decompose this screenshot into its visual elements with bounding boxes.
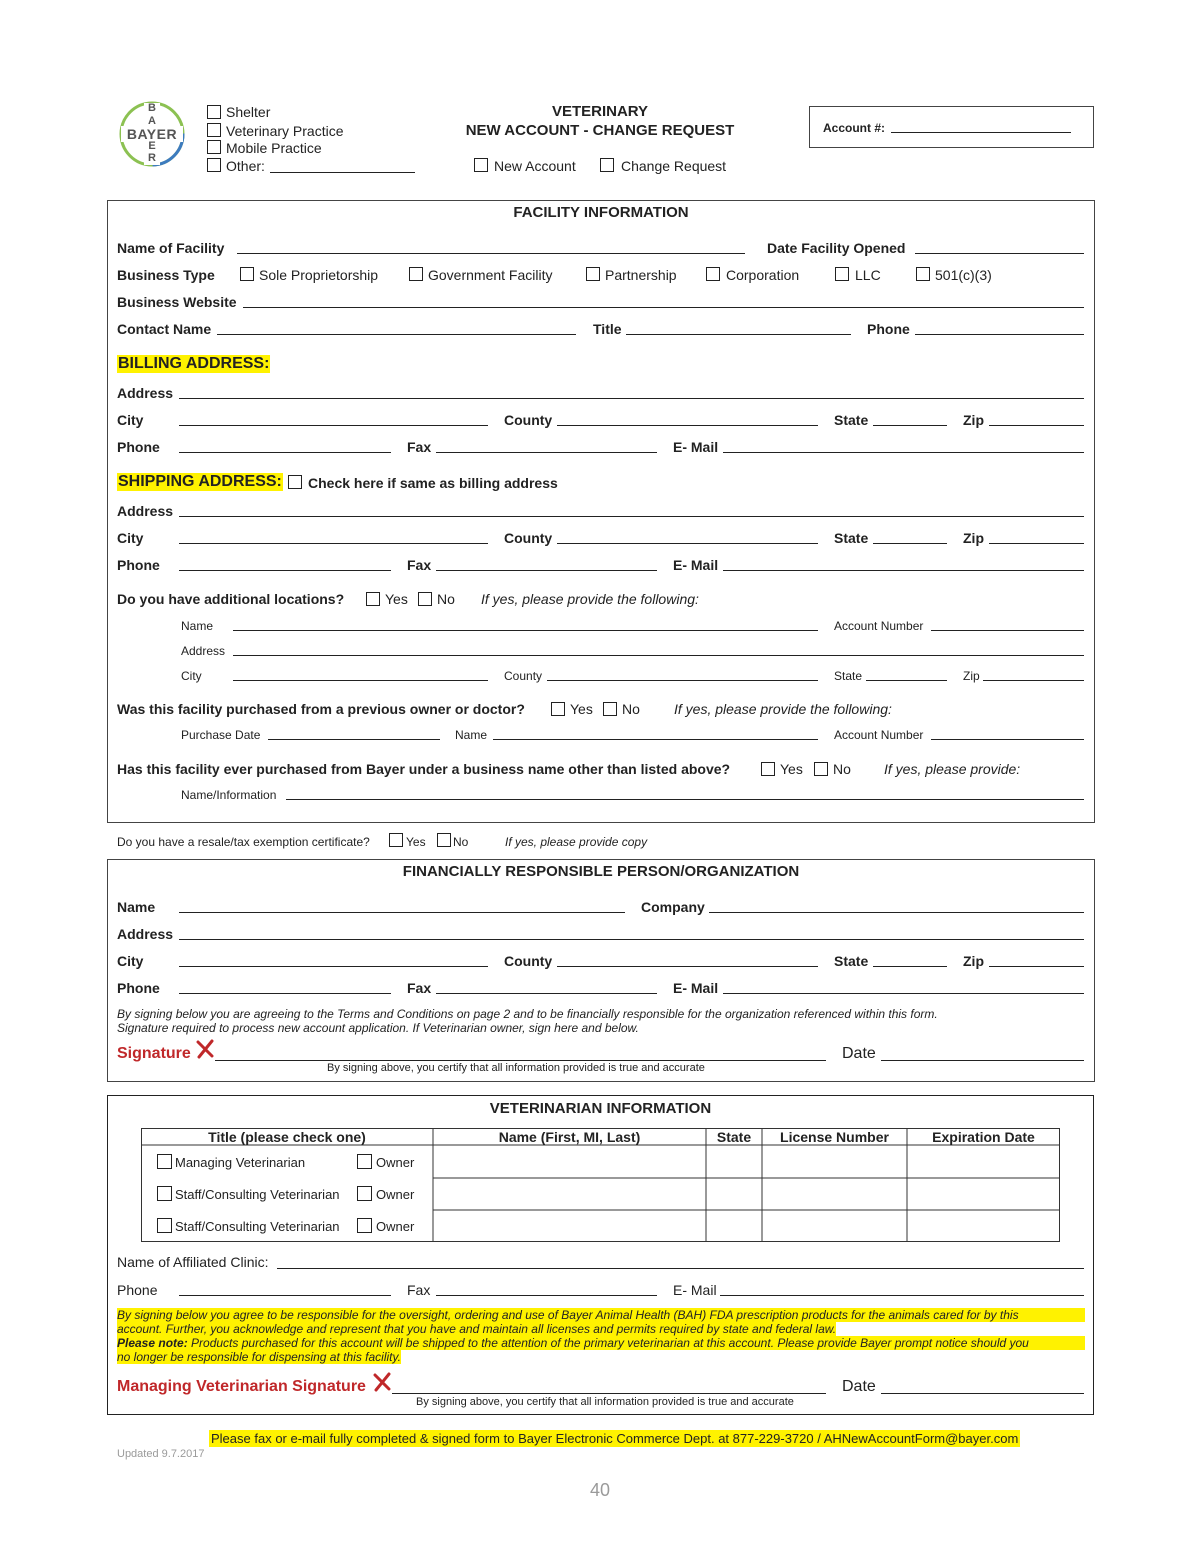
purchase-account-label: Account Number — [834, 728, 924, 742]
vet-phone-label: Phone — [117, 1282, 158, 1298]
facility-name-input[interactable] — [237, 253, 745, 254]
fin-signature-input[interactable] — [215, 1060, 826, 1061]
fin-name-label: Name — [117, 899, 156, 915]
managing-vet-checkbox[interactable] — [157, 1154, 172, 1169]
sole-proprietorship-label: Sole Proprietorship — [259, 267, 379, 283]
shipping-email-input[interactable] — [723, 570, 1084, 571]
fax-instructions: Please fax or e-mail fully completed & signed form to Bayer Electronic Commerce Dept. at 877-229-3720 / AHNewAccountForm@bayer.com — [211, 1431, 1019, 1446]
bayer-history-hint: If yes, please provide: — [884, 761, 1021, 777]
billing-address-input[interactable] — [179, 398, 1084, 399]
fin-signature-x-icon — [195, 1039, 215, 1059]
vet-notice-line4: no longer be responsible for dispensing at this facility. — [117, 1350, 401, 1364]
purchased-no-checkbox[interactable] — [603, 702, 617, 716]
billing-fax-label: Fax — [407, 439, 432, 455]
vet-phone-input[interactable] — [179, 1295, 391, 1296]
shipping-zip-label: Zip — [963, 530, 984, 546]
501c3-checkbox[interactable] — [916, 267, 930, 281]
fin-address-label: Address — [117, 926, 174, 942]
fin-zip-input[interactable] — [989, 966, 1084, 967]
fin-address-input[interactable] — [179, 939, 1084, 940]
vet-notice-line1: By signing below you agree to be responsible for the oversight, ordering and use of Bayer Animal Health (BAH) FDA prescription products for the animals cared for by this — [117, 1308, 1085, 1322]
business-type-label: Business Type — [117, 267, 215, 283]
change-request-checkbox[interactable] — [600, 158, 614, 172]
same-as-billing-label: Check here if same as billing address — [308, 475, 558, 491]
fin-company-input[interactable] — [709, 912, 1084, 913]
loc-state-input[interactable] — [866, 680, 947, 681]
new-account-checkbox[interactable] — [474, 158, 488, 172]
shipping-city-label: City — [117, 530, 144, 546]
corporation-label: Corporation — [726, 267, 800, 283]
financial-section-title: FINANCIALLY RESPONSIBLE PERSON/ORGANIZATION — [402, 863, 800, 880]
additional-locations-no-checkbox[interactable] — [418, 592, 432, 606]
loc-address-label: Address — [181, 644, 226, 658]
managing-vet-signature-label: Managing Veterinarian Signature — [117, 1378, 366, 1395]
fin-county-label: County — [504, 953, 553, 969]
purchased-yes-checkbox[interactable] — [551, 702, 565, 716]
bayer-logo — [118, 100, 186, 168]
bayer-history-no-label: No — [833, 761, 851, 777]
col-expiration-header: Expiration Date — [932, 1129, 1035, 1145]
government-facility-label: Government Facility — [428, 267, 553, 283]
shipping-county-label: County — [504, 530, 553, 546]
website-input[interactable] — [243, 307, 1084, 308]
loc-county-label: County — [504, 669, 543, 683]
billing-fax-input[interactable] — [436, 452, 657, 453]
shipping-phone-input[interactable] — [179, 570, 391, 571]
vet-notice-line2-wrap — [117, 1322, 1085, 1336]
purchase-account-input[interactable] — [931, 739, 1084, 740]
vet-row2-owner-checkbox[interactable] — [357, 1186, 372, 1201]
fin-state-input[interactable] — [873, 966, 947, 967]
contact-phone-label: Phone — [867, 321, 910, 337]
managing-vet-signature-input[interactable] — [392, 1393, 826, 1394]
fin-county-input[interactable] — [557, 966, 818, 967]
loc-zip-label: Zip — [963, 669, 980, 683]
vet-notice-line3: Products purchased for this account will be shipped to the attention of the primary veterinarian at this account. Please provide Bayer prompt notice should you — [187, 1336, 1029, 1350]
purchased-yes-label: Yes — [570, 701, 593, 717]
billing-county-label: County — [504, 412, 553, 428]
billing-zip-input[interactable] — [989, 425, 1084, 426]
form-title-line1: VETERINARY — [551, 103, 649, 120]
billing-phone-label: Phone — [117, 439, 160, 455]
tax-no-checkbox[interactable] — [437, 833, 451, 847]
contact-title-label: Title — [593, 321, 622, 337]
fin-phone-label: Phone — [117, 980, 160, 996]
contact-title-input[interactable] — [626, 334, 851, 335]
loc-zip-input[interactable] — [983, 680, 1084, 681]
shipping-address-input[interactable] — [179, 516, 1084, 517]
date-opened-label: Date Facility Opened — [767, 240, 906, 256]
fin-date-label: Date — [842, 1045, 876, 1062]
fin-email-input[interactable] — [723, 993, 1084, 994]
facility-name-label: Name of Facility — [117, 240, 225, 256]
vet-row-owner: Owner — [376, 1155, 415, 1170]
partnership-label: Partnership — [605, 267, 677, 283]
other-label: Other: — [226, 158, 265, 174]
affiliated-clinic-label: Name of Affiliated Clinic: — [117, 1254, 269, 1270]
tax-yes-label: Yes — [406, 835, 426, 849]
vet-notice-line2: account. Further, you acknowledge and represent that you have and maintain all licenses and permits required by state and federal law. — [117, 1322, 837, 1336]
vet-row1-owner-checkbox[interactable] — [357, 1154, 372, 1169]
loc-county-input[interactable] — [547, 680, 818, 681]
form-title-line2: NEW ACCOUNT - CHANGE REQUEST — [465, 122, 735, 139]
fin-city-input[interactable] — [179, 966, 488, 967]
billing-state-input[interactable] — [873, 425, 947, 426]
billing-email-label: E- Mail — [673, 439, 719, 455]
vet-notice-line4-wrap — [117, 1350, 1085, 1364]
purchased-no-label: No — [622, 701, 640, 717]
purchased-question: Was this facility purchased from a previous owner or doctor? — [117, 701, 525, 717]
fin-city-label: City — [117, 953, 144, 969]
additional-locations-question: Do you have additional locations? — [117, 591, 345, 607]
loc-name-label: Name — [181, 619, 214, 633]
fin-zip-label: Zip — [963, 953, 984, 969]
loc-state-label: State — [834, 669, 863, 683]
contact-name-label: Contact Name — [117, 321, 212, 337]
tax-question: Do you have a resale/tax exemption certificate? — [117, 835, 370, 849]
loc-account-label: Account Number — [834, 619, 924, 633]
col-name-header: Name (First, MI, Last) — [498, 1129, 641, 1145]
please-note-label: Please note: — [117, 1336, 188, 1350]
vet-row-title: Staff/Consulting Veterinarian — [175, 1187, 340, 1202]
llc-checkbox[interactable] — [835, 267, 849, 281]
fin-company-label: Company — [641, 899, 705, 915]
fin-phone-input[interactable] — [179, 993, 391, 994]
billing-county-input[interactable] — [557, 425, 818, 426]
fin-name-input[interactable] — [179, 912, 625, 913]
shipping-phone-label: Phone — [117, 557, 160, 573]
government-facility-checkbox[interactable] — [409, 267, 423, 281]
bayer-history-yes-label: Yes — [780, 761, 803, 777]
shelter-label: Shelter — [226, 104, 271, 120]
account-number-label: Account #: — [823, 121, 886, 135]
col-license-header: License Number — [780, 1129, 889, 1145]
updated-date: Updated 9.7.2017 — [117, 1448, 205, 1460]
vet-email-label: E- Mail — [673, 1282, 717, 1298]
bayer-history-info-input[interactable] — [286, 799, 1084, 800]
loc-city-input[interactable] — [233, 680, 488, 681]
vet-certify-note: By signing above, you certify that all information provided is true and accurate — [416, 1396, 794, 1408]
bayer-history-question: Has this facility ever purchased from Bayer under a business name other than listed above? — [117, 761, 731, 777]
bayer-history-yes-checkbox[interactable] — [761, 762, 775, 776]
bayer-history-no-checkbox[interactable] — [814, 762, 828, 776]
fin-terms-line1: By signing below you are agreeing to the Terms and Conditions on page 2 and to be financially responsible for the organization referenced within this form. — [117, 1007, 938, 1021]
additional-locations-no-label: No — [437, 591, 455, 607]
fin-state-label: State — [834, 953, 869, 969]
billing-email-input[interactable] — [723, 452, 1084, 453]
col-state-header: State — [716, 1129, 752, 1145]
tax-hint: If yes, please provide copy — [505, 835, 648, 849]
vet-practice-label: Veterinary Practice — [226, 123, 344, 139]
website-label: Business Website — [117, 294, 237, 310]
loc-name-input[interactable] — [233, 630, 818, 631]
fin-signature-label: Signature — [117, 1045, 191, 1062]
billing-zip-label: Zip — [963, 412, 984, 428]
shipping-state-label: State — [834, 530, 869, 546]
loc-account-input[interactable] — [931, 630, 1084, 631]
fin-fax-label: Fax — [407, 980, 432, 996]
purchase-date-label: Purchase Date — [181, 728, 261, 742]
vet-practice-checkbox[interactable] — [207, 123, 221, 137]
shipping-county-input[interactable] — [557, 543, 818, 544]
contact-phone-input[interactable] — [915, 334, 1084, 335]
tax-no-label: No — [453, 835, 469, 849]
mobile-practice-checkbox[interactable] — [207, 140, 221, 154]
bayer-history-info-label: Name/Information — [181, 788, 277, 802]
vet-date-label: Date — [842, 1378, 876, 1395]
fin-fax-input[interactable] — [436, 993, 657, 994]
additional-locations-hint: If yes, please provide the following: — [481, 591, 699, 607]
change-request-label: Change Request — [621, 158, 727, 174]
fin-date-input[interactable] — [881, 1060, 1084, 1061]
other-checkbox[interactable] — [207, 158, 221, 172]
billing-state-label: State — [834, 412, 869, 428]
purchased-hint: If yes, please provide the following: — [674, 701, 892, 717]
veterinarian-section-title: VETERINARIAN INFORMATION — [489, 1100, 712, 1117]
vet-email-input[interactable] — [720, 1295, 1084, 1296]
same-as-billing-checkbox[interactable] — [288, 475, 302, 489]
shipping-state-input[interactable] — [873, 543, 947, 544]
page-number: 40 — [589, 1480, 611, 1500]
shelter-checkbox[interactable] — [207, 105, 221, 119]
staff-vet-1-checkbox[interactable] — [157, 1186, 172, 1201]
shipping-address-label: Address — [117, 503, 174, 519]
shipping-fax-label: Fax — [407, 557, 432, 573]
vet-notice-block — [117, 1308, 1085, 1364]
vet-row-title: Managing Veterinarian — [175, 1155, 306, 1170]
fin-email-label: E- Mail — [673, 980, 719, 996]
shipping-city-input[interactable] — [179, 543, 488, 544]
col-title-header: Title (please check one) — [208, 1129, 366, 1145]
purchase-date-input[interactable] — [268, 739, 440, 740]
purchase-name-input[interactable] — [493, 739, 818, 740]
new-account-label: New Account — [494, 158, 576, 174]
vet-row-owner: Owner — [376, 1187, 415, 1202]
501c3-label: 501(c)(3) — [935, 267, 992, 283]
corporation-checkbox[interactable] — [706, 267, 720, 281]
mobile-practice-label: Mobile Practice — [226, 140, 322, 156]
affiliated-clinic-input[interactable] — [277, 1268, 1084, 1269]
shipping-email-label: E- Mail — [673, 557, 719, 573]
shipping-zip-input[interactable] — [989, 543, 1084, 544]
tax-yes-checkbox[interactable] — [389, 833, 403, 847]
loc-address-input[interactable] — [233, 655, 1084, 656]
vet-notice-line3-wrap — [117, 1336, 1085, 1350]
logo-text-horizontal: BAYER — [126, 126, 178, 142]
billing-phone-input[interactable] — [179, 452, 391, 453]
other-input[interactable] — [270, 172, 415, 173]
vet-fax-input[interactable] — [436, 1295, 657, 1296]
vet-row-owner: Owner — [376, 1219, 415, 1234]
account-number-input[interactable] — [891, 132, 1071, 133]
vet-row-title: Staff/Consulting Veterinarian — [175, 1219, 340, 1234]
contact-name-input[interactable] — [217, 334, 576, 335]
additional-locations-yes-label: Yes — [385, 591, 408, 607]
logo-text-vertical: B A E R — [148, 102, 156, 164]
purchase-name-label: Name — [455, 728, 488, 742]
financial-section — [107, 859, 1095, 1082]
additional-locations-yes-checkbox[interactable] — [366, 592, 380, 606]
date-opened-input[interactable] — [915, 253, 1084, 254]
llc-label: LLC — [855, 267, 881, 283]
staff-vet-2-checkbox[interactable] — [157, 1218, 172, 1233]
vet-fax-label: Fax — [407, 1282, 431, 1298]
shipping-fax-input[interactable] — [436, 570, 657, 571]
shipping-heading: SHIPPING ADDRESS: — [118, 473, 282, 490]
vet-date-input[interactable] — [881, 1393, 1084, 1394]
billing-heading: BILLING ADDRESS: — [118, 355, 270, 372]
fin-terms-line2: Signature required to process new account application. If Veterinarian owner, sign here and below. — [117, 1021, 639, 1035]
billing-address-label: Address — [117, 385, 174, 401]
sole-proprietorship-checkbox[interactable] — [240, 267, 254, 281]
vet-signature-x-icon — [372, 1372, 392, 1392]
partnership-checkbox[interactable] — [586, 267, 600, 281]
fin-certify-note: By signing above, you certify that all information provided is true and accurate — [327, 1062, 705, 1074]
vet-row3-owner-checkbox[interactable] — [357, 1218, 372, 1233]
loc-city-label: City — [181, 669, 202, 683]
facility-section-title: FACILITY INFORMATION — [513, 204, 689, 221]
billing-city-label: City — [117, 412, 144, 428]
billing-city-input[interactable] — [179, 425, 488, 426]
